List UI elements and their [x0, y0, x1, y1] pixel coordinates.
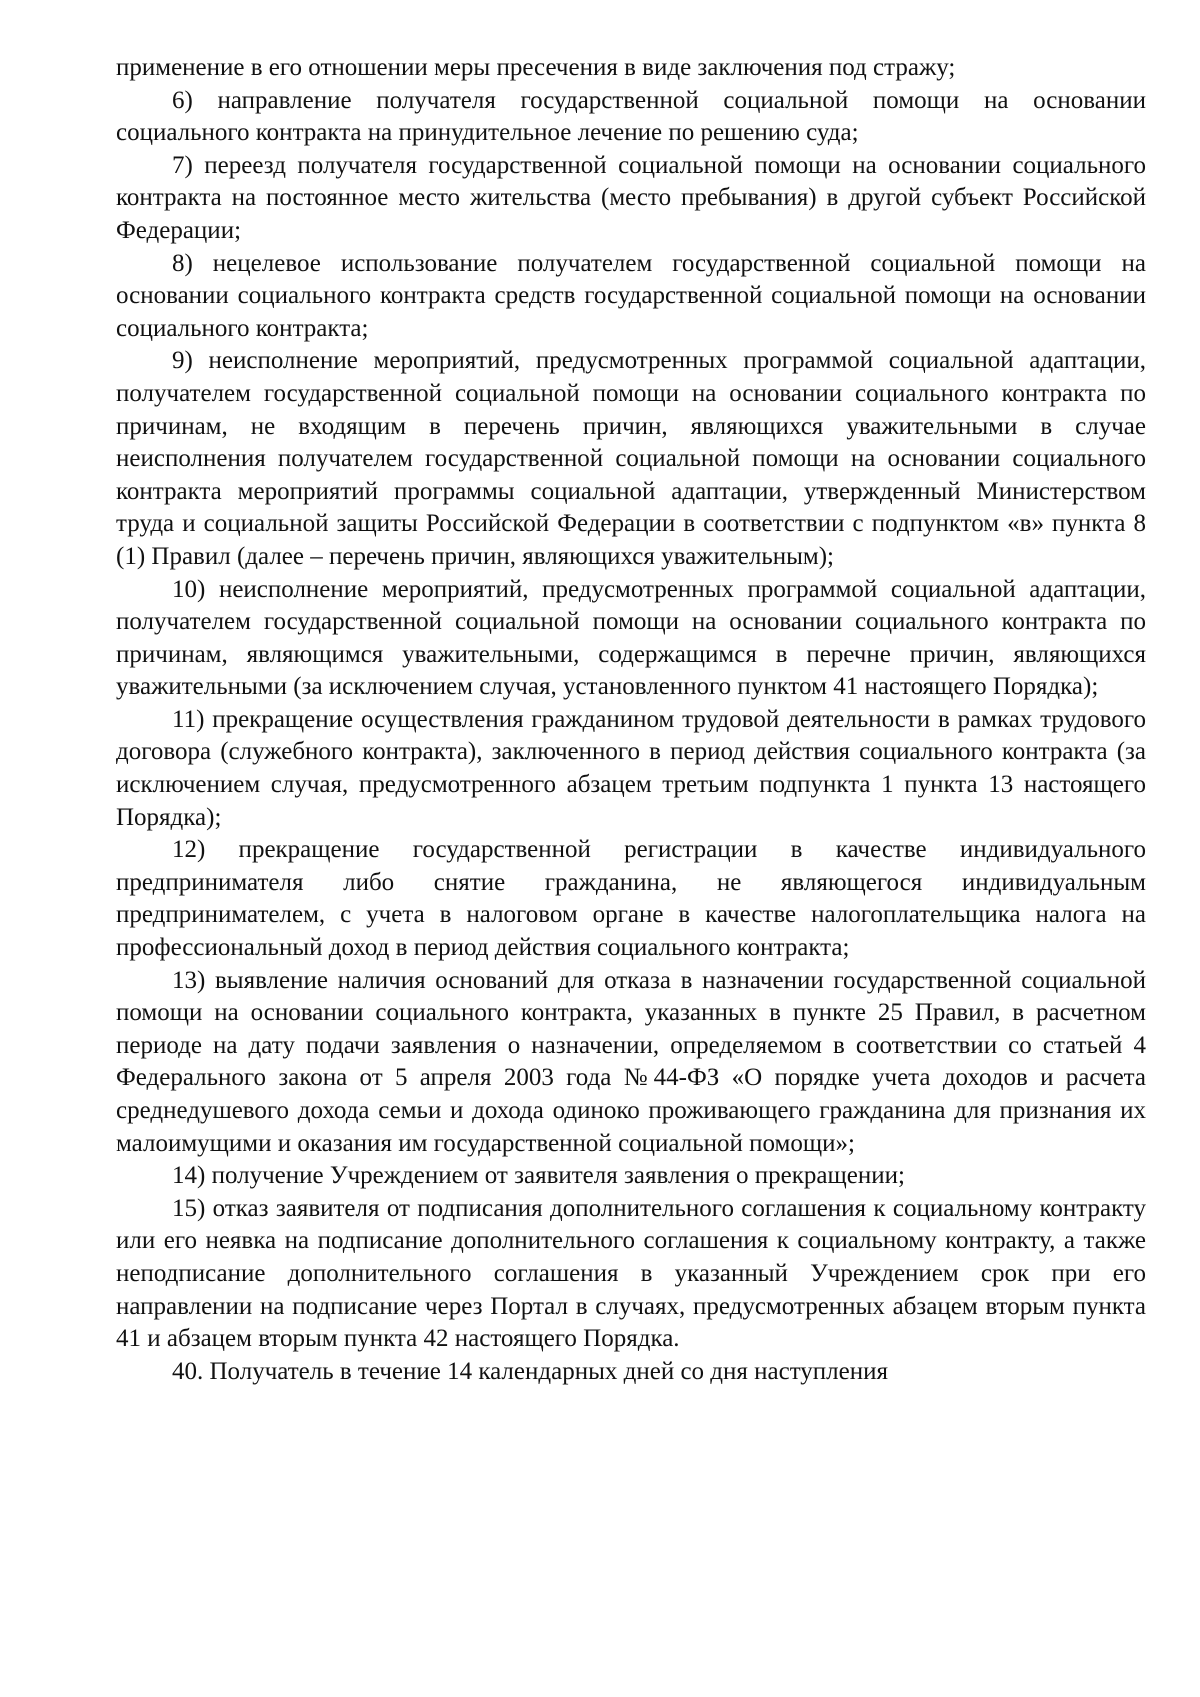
paragraph-item-7: 7) переезд получателя государственной социальной помощи на основании социального контракта на постоянное место жительства (место пребывания) в другой субъект Российской Федерации;	[116, 151, 1146, 244]
paragraph-item-11: 11) прекращение осуществления гражданином трудовой деятельности в рамках трудового договора (служебного контракта), заключенного в период действия социального контракта (за исключением случая, предусмотренного абзацем третьим подпункта 1 пункта 13 настоящего Порядка);	[116, 705, 1146, 831]
paragraph-section-40: 40. Получатель в течение 14 календарных дней со дня наступления	[172, 1357, 889, 1385]
paragraph-item-13: 13) выявление наличия оснований для отказа в назначении государственной социальной помощи на основании социального контракта, указанных в пункте 25 Правил, в расчетном периоде на дату подачи заявления о назначении, определяемом в соответствии со статьей 4 Федерального закона от 5 апреля 2003 года №44-ФЗ «О порядке учета доходов и расчета среднедушевого дохода семьи и дохода одиноко проживающего гражданина для признания их малоимущими и оказания им государственной социальной помощи»;	[116, 966, 1146, 1157]
paragraph-item-9: 9) неисполнение мероприятий, предусмотренных программой социальной адаптации, получателем государственной социальной помощи на основании социального контракта по причинам, не входящим в перечень причин, являющихся уважительными в случае неисполнения получателем государственной социальной помощи на основании социального контракта мероприятий программы социальной адаптации, утвержденный Министерством труда и социальной защиты Российской Федерации в соответствии с подпунктом «в» пункта 8 (1) Правил (далее – перечень причин, являющихся уважительным);	[116, 347, 1146, 570]
paragraph-item-12: 12) прекращение государственной регистрации в качестве индивидуального предпринимателя либо снятие гражданина, не являющегося индивидуальным предпринимателем, с учета в налоговом органе в качестве налогоплательщика налога на профессиональный доход в период действия социального контракта;	[116, 836, 1146, 962]
document-page	[116, 52, 1146, 1388]
paragraph-item-8: 8) нецелевое использование получателем государственной социальной помощи на основании социального контракта средств государственной социальной помощи на основании социального контракта;	[116, 249, 1146, 342]
paragraph-item-6: 6) направление получателя государственной социальной помощи на основании социального контракта на принудительное лечение по решению суда;	[116, 86, 1146, 147]
paragraph-item-10: 10) неисполнение мероприятий, предусмотренных программой социальной адаптации, получателем государственной социальной помощи на основании социального контракта по причинам, являющимся уважительными, содержащимся в перечне причин, являющихся уважительными (за исключением случая, установленного пунктом 41 настоящего Порядка);	[116, 575, 1146, 701]
paragraph-item-14: 14) получение Учреждением от заявителя заявления о прекращении;	[172, 1162, 905, 1190]
paragraph-item-15: 15) отказ заявителя от подписания дополнительного соглашения к социальному контракту или его неявка на подписание дополнительного соглашения к социальному контракту, а также неподписание дополнительного соглашения в указанный Учреждением срок при его направлении на подписание через Портал в случаях, предусмотренных абзацем вторым пункта 41 и абзацем вторым пункта 42 настоящего Порядка.	[116, 1194, 1146, 1353]
paragraph-continuation: применение в его отношении меры пресечения в виде заключения под стражу;	[116, 54, 956, 81]
